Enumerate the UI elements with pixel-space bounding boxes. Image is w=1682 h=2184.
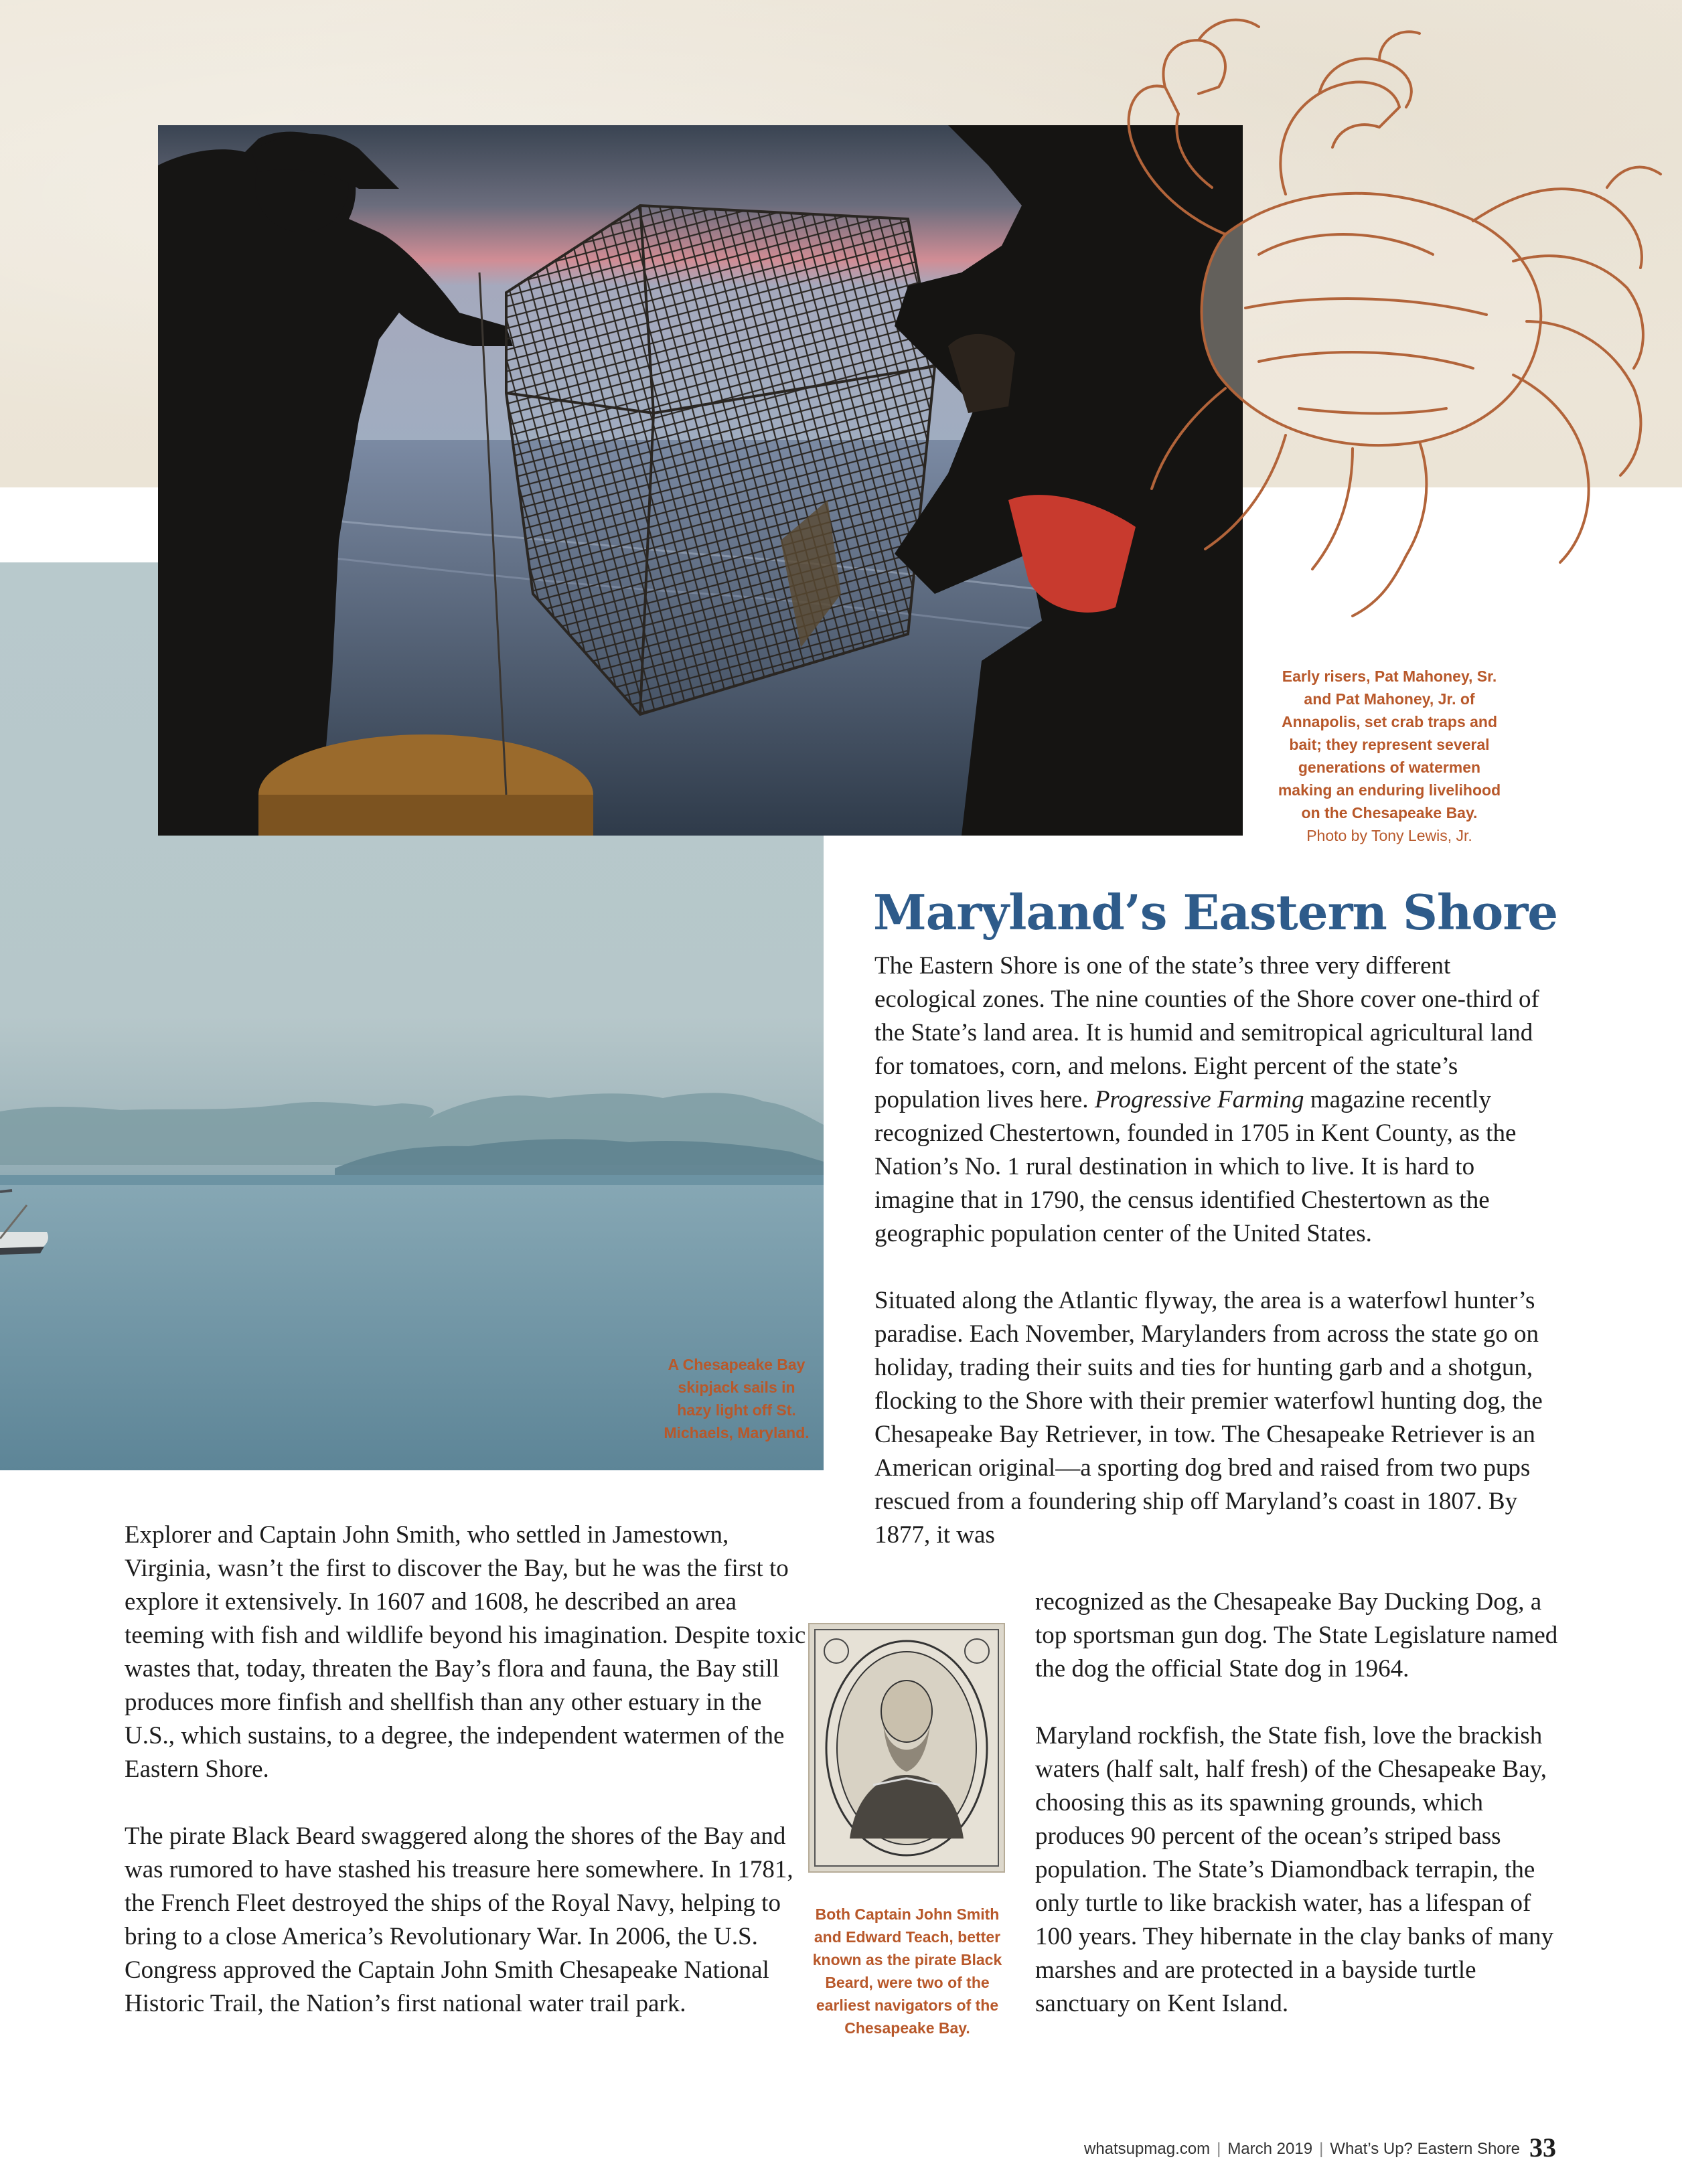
paragraph-waterfowl-continued: recognized as the Chesapeake Bay Ducking Dog, a top sportsman gun dog. The State Legislature named the dog the official State dog in 1964. bbox=[1035, 1588, 1558, 1683]
footer-separator: | bbox=[1217, 2140, 1221, 2158]
paragraph-waterfowl: Situated along the Atlantic flyway, the area is a waterfowl hunter’s paradise. Each November, Marylanders from across the state go on holiday, trading their suits and ties for hunting garb and a shotgun, flocking to the Shore with their premier waterfowl hunting dog, the Chesapeake Bay Retriever, in tow. The Chesapeake Retriever is an American original—a sporting dog bred and raised from two pups rescued from a foundering ship off Maryland’s coast in 1807. By 1877, it was bbox=[874, 1287, 1543, 1549]
paragraph-black-beard: The pirate Black Beard swaggered along the shores of the Bay and was rumored to have stashed his treasure here somewhere. In 1781, the French Fleet destroyed the ships of the Royal Navy, helping to bring to a close America’s Revolutionary War. In 2006, the U.S. Congress approved the Captain John Smith Chesapeake National Historic Trail, the Nation’s first national water trail park. bbox=[125, 1822, 793, 2017]
photo-credit: Photo by Tony Lewis, Jr. bbox=[1306, 827, 1472, 844]
article-left-column bbox=[125, 1518, 814, 2021]
paragraph-eastern-shore-zones bbox=[874, 949, 1551, 1251]
portrait-caption: Both Captain John Smith and Edward Teach, better known as the pirate Black Beard, were two of the earliest navigators of the Chesapeake Bay. bbox=[812, 1905, 1002, 2037]
paragraph-rockfish: Maryland rockfish, the State fish, love the brackish waters (half salt, half fresh) of the Chesapeake Bay, choosing this as its spawning grounds, which produces 90 percent of the ocean’s striped bass population. The State’s Diamondback terrapin, the only turtle to like brackish water, has a lifespan of 100 years. They hibernate in the clay banks of many marshes and are protected in a bayside turtle sanctuary on Kent Island. bbox=[1035, 1722, 1554, 2017]
page-number: 33 bbox=[1529, 2132, 1556, 2163]
skipjack-caption: A Chesapeake Bay skipjack sails in hazy light off St. Michaels, Maryland. bbox=[664, 1356, 810, 1441]
paragraph-text: The Eastern Shore is one of the state’s three very different ecological zones. The nine counties of the Shore cover one-third of the State’s land area. It is humid and semitropical agricultural land for tomatoes, corn, and melons. Eight percent of the state’s population lives here. bbox=[874, 952, 1539, 1113]
footer-issue: March 2019 bbox=[1227, 2140, 1313, 2158]
john-smith-portrait bbox=[808, 1623, 1005, 1873]
paragraph-john-smith: Explorer and Captain John Smith, who settled in Jamestown, Virginia, wasn’t the first to discover the Bay, but he was the first to explore it extensively. In 1607 and 1608, he described an area teeming with fish and wildlife beyond his imagination. Despite toxic wastes that, today, threaten the Bay’s flora and fauna, the Bay still produces more finfish and shellfish than any other estuary in the U.S., which sustains, to a degree, the independent watermen of the Eastern Shore. bbox=[125, 1521, 806, 1783]
crab-illustration bbox=[1004, 13, 1674, 649]
footer-publication: What’s Up? Eastern Shore bbox=[1330, 2140, 1520, 2158]
footer-separator: | bbox=[1319, 2140, 1324, 2158]
article-right-column-lower bbox=[1035, 1585, 1571, 2021]
page-footer bbox=[1084, 2132, 1556, 2163]
magazine-title: Progressive Farming bbox=[1094, 1086, 1304, 1113]
portrait-engraving bbox=[810, 1624, 1004, 1871]
crab-traps-caption-text: Early risers, Pat Mahoney, Sr. and Pat Mahoney, Jr. of Annapolis, set crab traps and bait; they represent several generations of watermen making an enduring livelihood on the Chesapeake Bay. bbox=[1278, 668, 1501, 822]
article-right-column bbox=[874, 949, 1551, 1552]
paragraph-text: magazine recently recognized Chestertown, founded in 1705 in Kent County, as the Nation’s No. 1 rural destination in which to live. It is hard to imagine that in 1790, the census identified Chestertown as the geographic population center of the United States. bbox=[874, 1086, 1517, 1247]
footer-site: whatsupmag.com bbox=[1083, 2140, 1211, 2158]
crab-traps-caption bbox=[1272, 665, 1507, 847]
article-title: Maryland’s Eastern Shore bbox=[873, 884, 1558, 941]
